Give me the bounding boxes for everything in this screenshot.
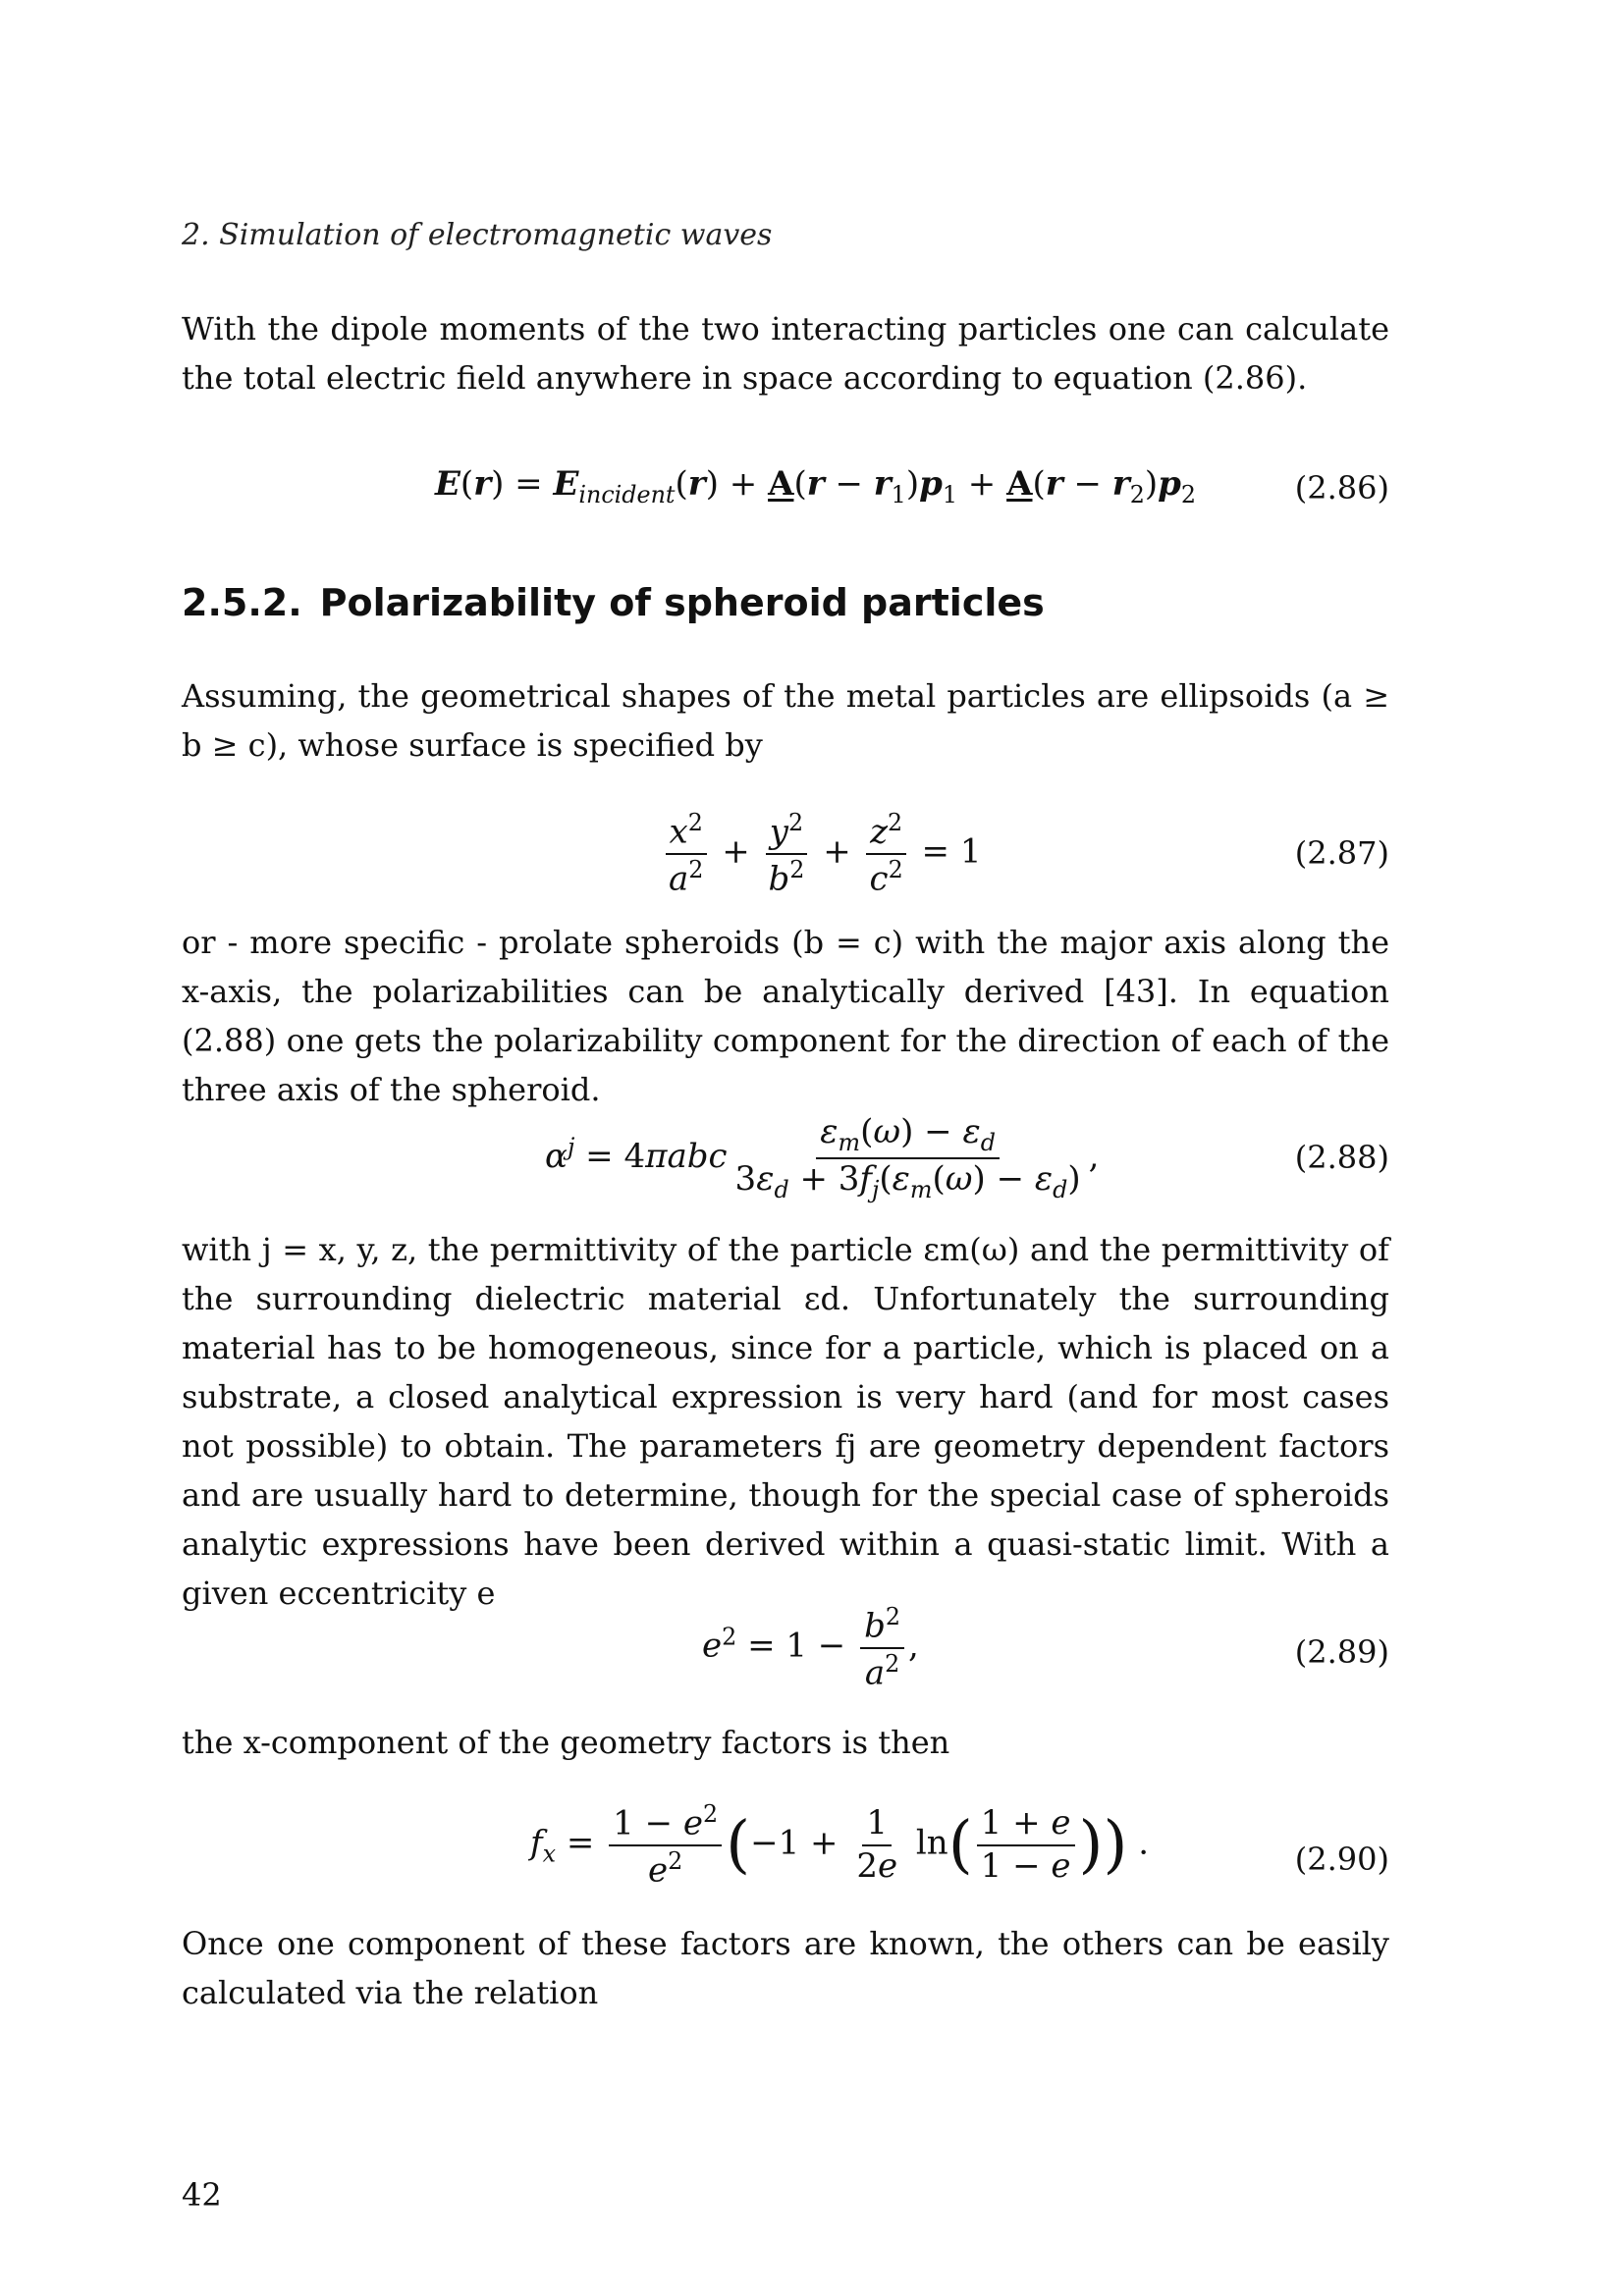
equation-2-88	[182, 1104, 1389, 1212]
equation-2-88-body: $\alpha^j = 4\pi abc$ $\frac{\varepsilon_m(\omega) - \varepsilon_d}{3\varepsilon_d + 3f_j(\varepsilon_m(\omega) - \varepsilon_d)}$ ,	[545, 1112, 1100, 1203]
section-number: 2.5.2.	[182, 581, 302, 624]
paragraph-permittivity: with j = x, y, z, the permittivity of the particle εm(ω) and the permittivity of the surrounding dielectric material εd. Unfortunately the surrounding material has to be homogeneous, since for a particle, which is placed on a substrate, a closed analytical expression is very hard (and for most cases not possible) to obtain. The parameters fj are geometry dependent factors and are usually hard to determine, though for the special case of spheroids analytic expressions have been derived within a quasi-static limit. With a given eccentricity e	[182, 1231, 1389, 1612]
equation-number: (2.86)	[1294, 469, 1389, 507]
equation-number: (2.90)	[1294, 1841, 1389, 1878]
equation-2-90	[182, 1801, 1389, 1909]
equation-2-89	[182, 1600, 1389, 1708]
running-header: 2. Simulation of electromagnetic waves	[182, 218, 773, 252]
equation-number: (2.87)	[1294, 834, 1389, 872]
section-heading	[182, 581, 1045, 624]
equation-number: (2.89)	[1294, 1633, 1389, 1671]
equation-2-86-body: $E(r) = E_{incident}(r) + A(r - r_1)p_1 + A(r - r_2)p_2$	[435, 464, 1197, 508]
equation-2-87-body: $\frac{x^2}{a^2}$ + $\frac{y^2}{b^2}$ + $\frac{z^2}{c^2}$ = 1	[661, 810, 981, 897]
paragraph-geometry-factor: the x-component of the geometry factors is then	[182, 1724, 950, 1761]
equation-2-89-body: $e^2 = 1$ − $\frac{b^2}{a^2}$ ,	[702, 1603, 919, 1693]
equation-2-87	[182, 805, 1389, 913]
equation-2-90-body: $f_x$ = $\frac{1 - e^2}{e^2}$ (−1 + $\frac{1}{2e}$ ln( $\frac{1 + e}{1 - e}$ )) .	[530, 1800, 1150, 1891]
paragraph-intro: With the dipole moments of the two interacting particles one can calculate the total electric field anywhere in space according to equation (2.86).	[182, 310, 1389, 397]
equation-2-86	[182, 461, 1389, 569]
section-title: Polarizability of spheroid particles	[319, 581, 1045, 624]
paragraph-prolate: or - more specific - prolate spheroids (b = c) with the major axis along the x-axis, the polarizabilities can be analytically derived [43]. In equation (2.88) one gets the polarizability component for the direction of each of the three axis of the spheroid.	[182, 924, 1389, 1108]
paragraph-relation: Once one component of these factors are known, the others can be easily calculated via the relation	[182, 1925, 1389, 2011]
equation-number: (2.88)	[1294, 1139, 1389, 1176]
paragraph-ellipsoid: Assuming, the geometrical shapes of the metal particles are ellipsoids (a ≥ b ≥ c), whose surface is specified by	[182, 677, 1389, 764]
page-number: 42	[182, 2176, 222, 2214]
